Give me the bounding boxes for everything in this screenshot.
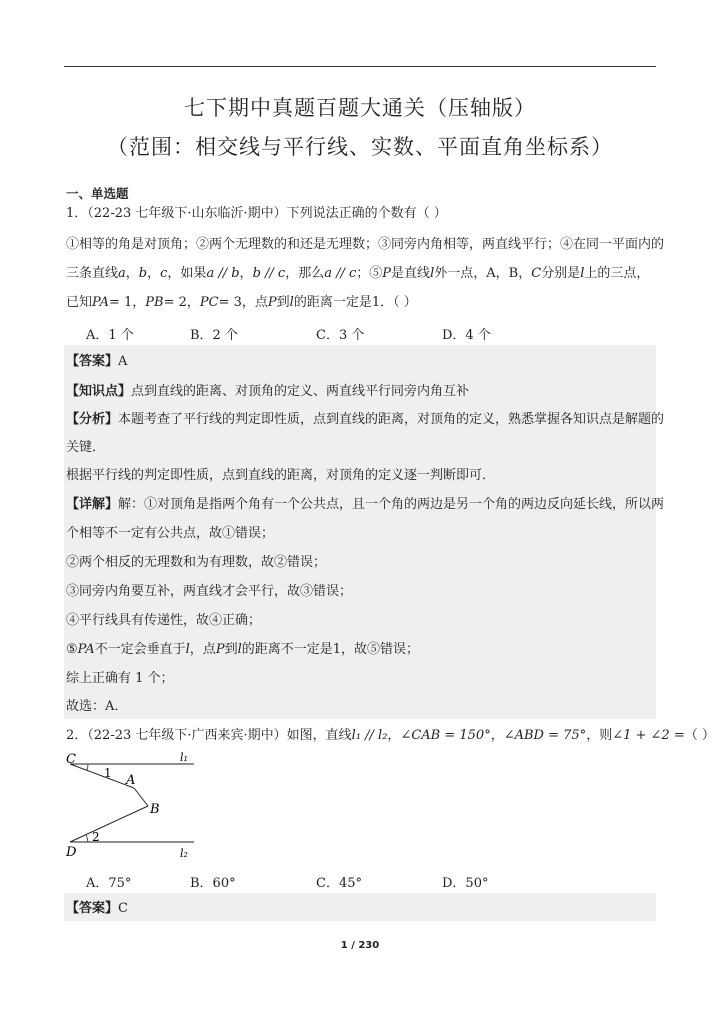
segment-bd — [70, 806, 148, 842]
q1-stem-line1: 1．（22-23 七年级下·山东临沂·期中）下列说法正确的个数有（ ） — [66, 206, 447, 221]
q1-analysis-line1: 【分析】本题考查了平行线的判定即性质，点到直线的距离，对顶角的定义，熟悉掌握各知识点是解题的 — [66, 412, 665, 427]
q1-detail-line1: 【详解】解：①对顶角是指两个角有一个公共点，且一个角的两边是另一个角的两边反向延长线，所以两 — [66, 497, 665, 512]
q1-detail-line7: 综上正确有 1 个； — [66, 671, 174, 686]
label-b: B — [150, 802, 160, 817]
q1-option-a: A．1 个 — [86, 328, 134, 343]
label-angle-2: 2 — [92, 830, 100, 844]
q1-detail-line6: ⑤PA不一定会垂直于l，点P到l的距离不一定是1，故⑤错误； — [66, 642, 420, 657]
q2-option-d: D．50° — [442, 876, 489, 891]
q1-detail-line4: ③同旁内角要互补，两直线才会平行，故③错误； — [66, 584, 353, 599]
q1-analysis-line2: 关键． — [66, 440, 106, 455]
page-number: 1 / 230 — [340, 940, 380, 951]
label-a: A — [126, 773, 136, 788]
doc-title: 七下期中真题百题大通关（压轴版） — [184, 96, 536, 120]
q1-answer: 【答案】A — [66, 354, 128, 369]
q1-detail-line8: 故选：A． — [66, 699, 128, 714]
label-angle-1: 1 — [104, 766, 112, 780]
q2-option-c: C．45° — [316, 876, 362, 891]
q2-answer: 【答案】C — [66, 901, 128, 916]
segment-ca — [70, 764, 134, 788]
section-heading: 一、单选题 — [66, 186, 129, 201]
header-rule — [64, 66, 656, 67]
q1-option-b: B．2 个 — [190, 328, 238, 343]
q2-option-b: B．60° — [190, 876, 236, 891]
q1-analysis-line3: 根据平行线的判定即性质，点到直线的距离，对顶角的定义逐一判断即可． — [66, 468, 496, 483]
q2-figure — [60, 750, 210, 868]
label-c: C — [66, 752, 76, 767]
q1-detail-line5: ④平行线具有传递性，故④正确； — [66, 613, 262, 628]
q2-option-a: A．75° — [86, 876, 132, 891]
label-d: D — [66, 845, 77, 860]
q2-stem: 2．（22-23 七年级下·广西来宾·期中）如图，直线l₁ // l₂，∠CAB = 150°，∠ABD = 75°，则∠1 + ∠2 =（ ） — [66, 728, 715, 743]
q1-option-c: C．3 个 — [316, 328, 365, 343]
angle-2-arc — [86, 835, 88, 842]
label-l1: l₁ — [180, 751, 188, 764]
segment-ab — [134, 788, 148, 806]
angle-1-arc — [87, 764, 88, 770]
label-l2: l₂ — [180, 847, 188, 860]
q1-stem-line3: 三条直线a，b，c，如果a // b，b // c，那么a // c；⑤P是直线l外一点，A，B，C分别是l上的三点， — [66, 266, 650, 281]
q1-detail-line2: 个相等不一定有公共点，故①错误； — [66, 526, 275, 541]
q1-detail-line3: ②两个相反的无理数和为有理数，故②错误； — [66, 555, 327, 570]
q1-stem-line4: 已知PA= 1，PB= 2，PC= 3，点P到l的距离一定是1．（ ） — [66, 295, 417, 310]
q1-stem-line2: ①相等的角是对顶角；②两个无理数的和还是无理数；③同旁内角相等，两直线平行；④在同一平面内的 — [66, 237, 665, 252]
doc-subtitle: （范围：相交线与平行线、实数、平面直角坐标系） — [107, 135, 613, 159]
q1-knowledge: 【知识点】点到直线的距离、对顶角的定义、两直线平行同旁内角互补 — [66, 384, 470, 399]
q1-option-d: D．4 个 — [442, 328, 491, 343]
